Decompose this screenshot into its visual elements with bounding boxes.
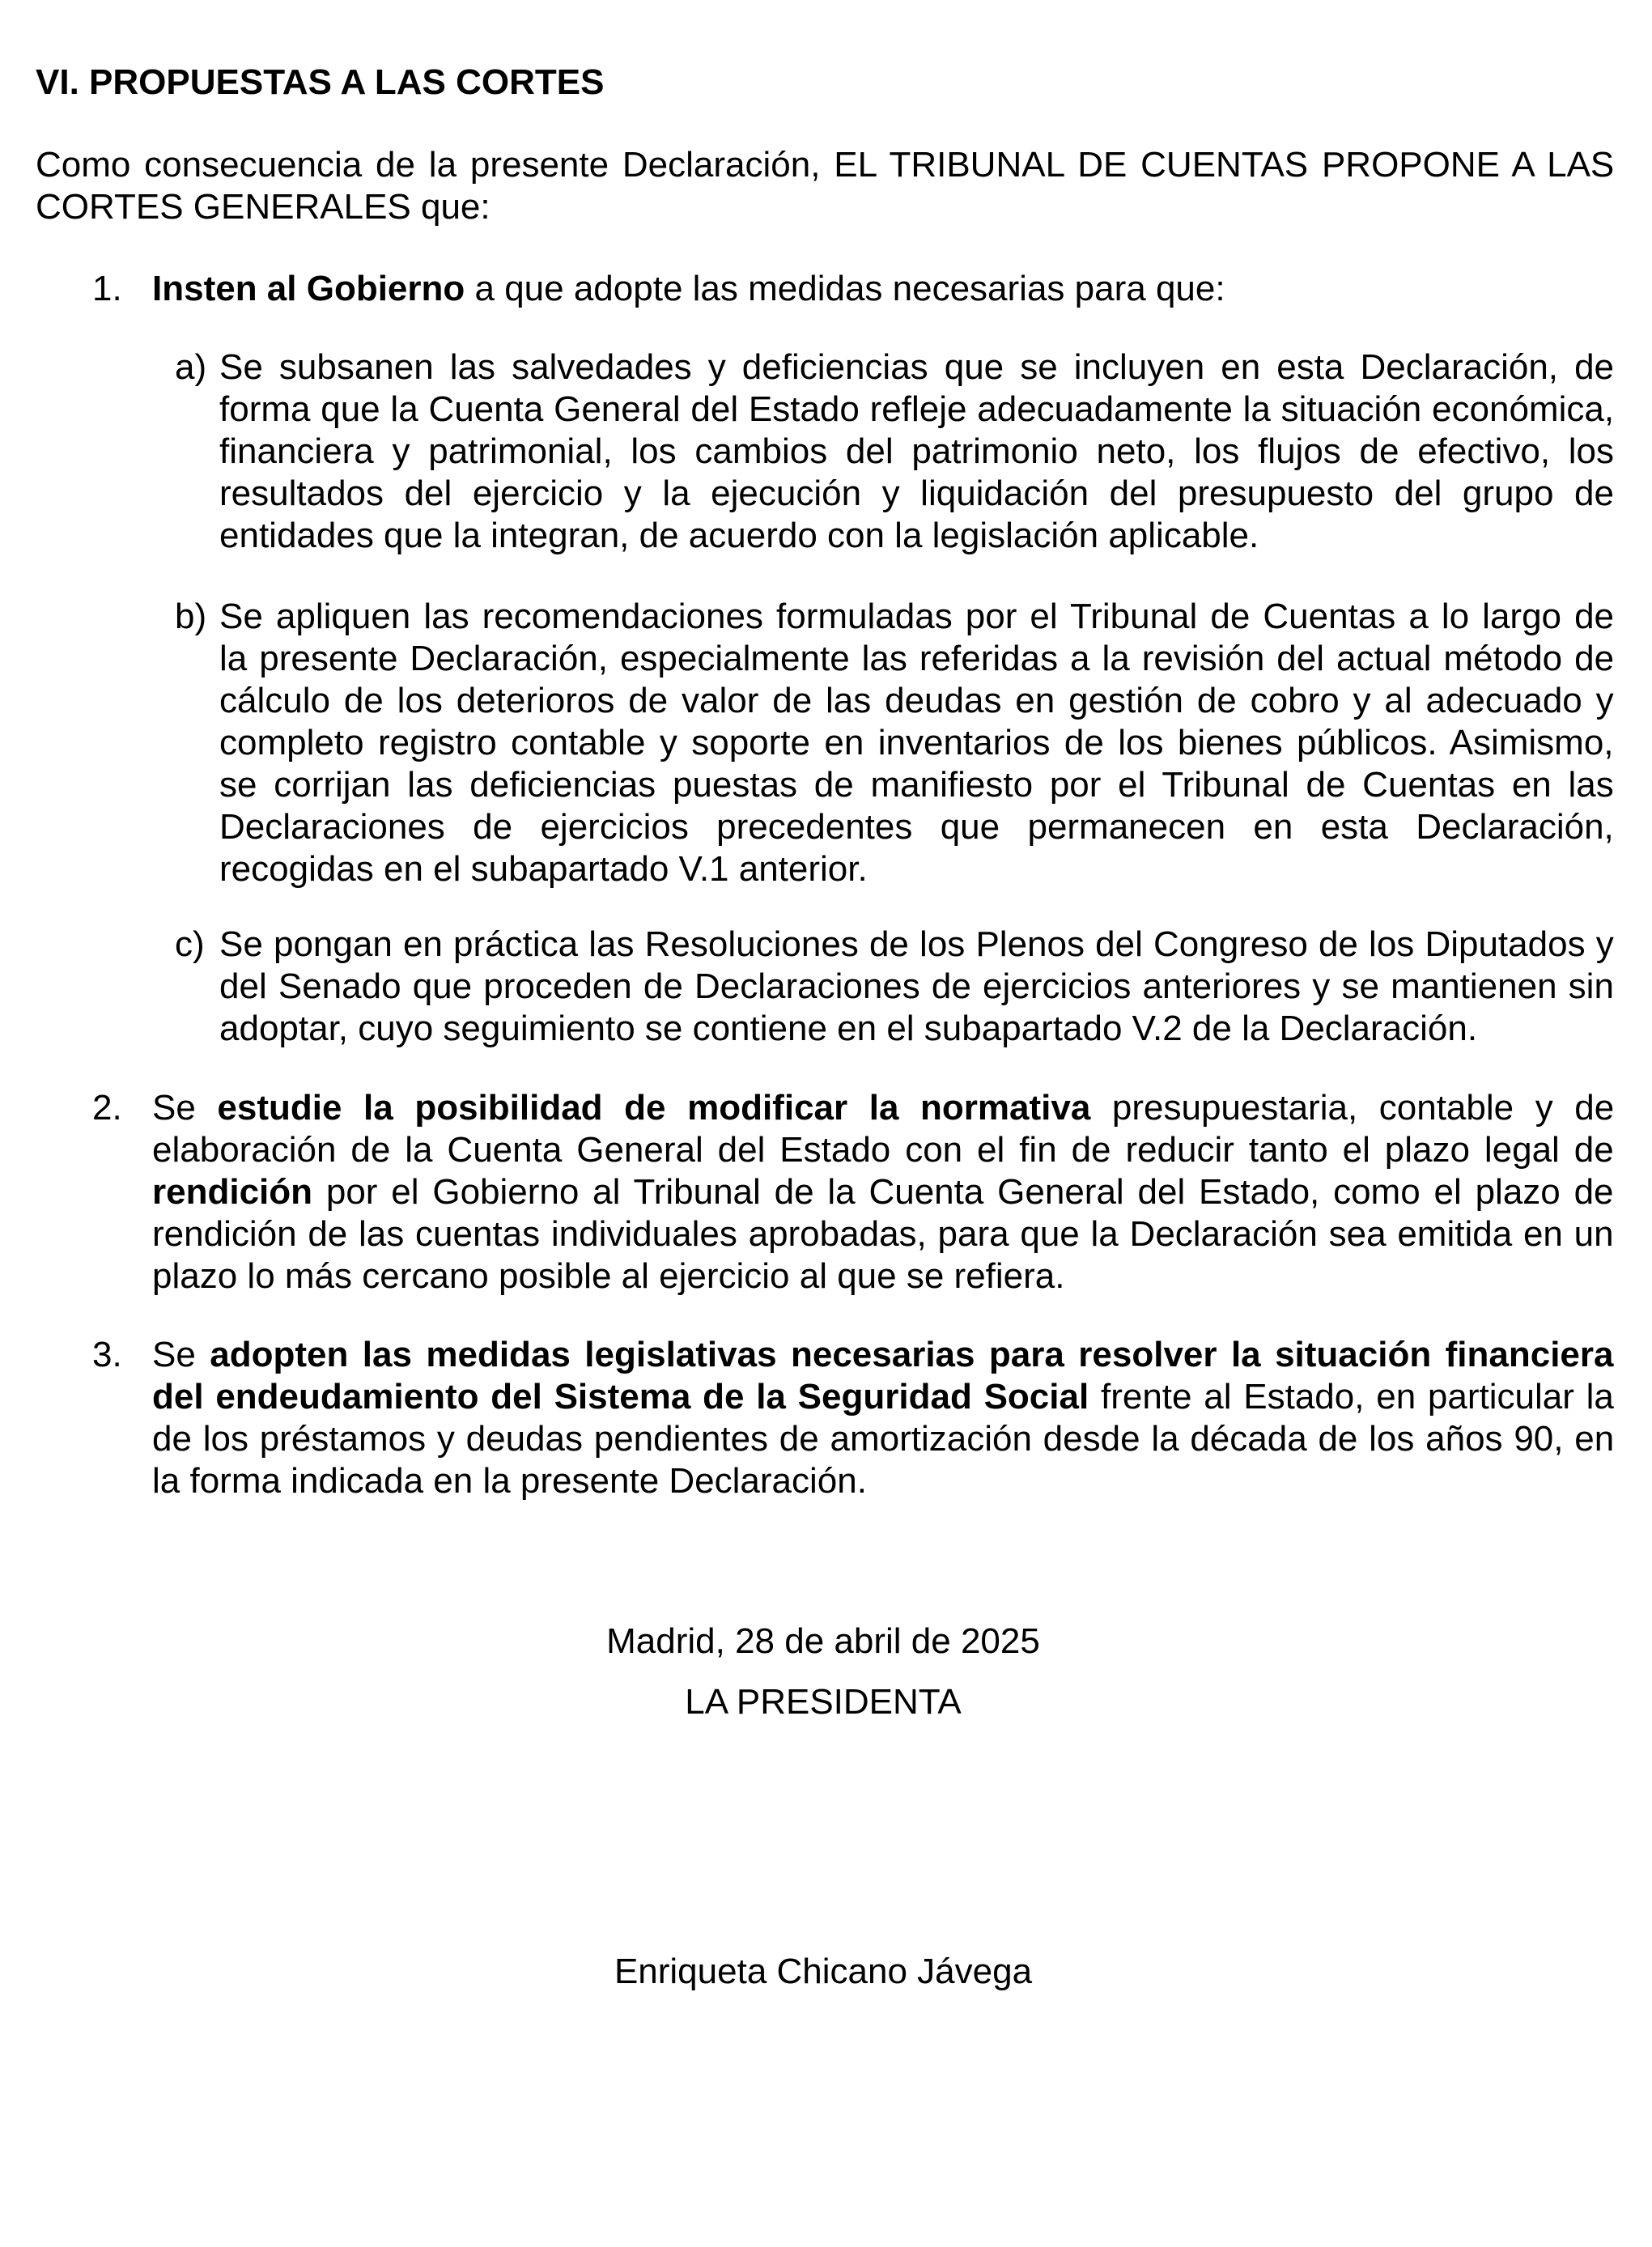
list-marker: 3. (92, 1335, 122, 1374)
text-segment: la forma indicada en la presente Declaración. (152, 1461, 867, 1501)
list-marker: 2. (92, 1088, 122, 1128)
text-segment: de los préstamos y deudas pendientes de amortización desde la década de los años 90, en (152, 1419, 1614, 1459)
text-segment: presupuestaria, contable y de (1090, 1088, 1614, 1128)
text-line (219, 1008, 1614, 1050)
text-line (219, 764, 1614, 806)
bold-text: adopten las medidas legislativas necesarias para resolver la situación financiera (210, 1335, 1614, 1374)
bold-text: estudie la posibilidad de modificar la normativa (217, 1088, 1091, 1128)
bold-text: rendición (152, 1172, 313, 1212)
text-line (152, 1255, 1614, 1298)
text-segment: financiera y patrimonial, los cambios del patrimonio neto, los flujos de efectivo, los (219, 431, 1614, 471)
text-segment: a que adopte las medidas necesarias para que: (465, 269, 1225, 308)
text-segment: Se pongan en práctica las Resoluciones de los Plenos del Congreso de los Diputados y (219, 924, 1614, 964)
text-segment: entidades que la integran, de acuerdo con la legislación aplicable. (219, 516, 1259, 555)
text-segment: CORTES GENERALES que: (36, 187, 491, 227)
text-segment: Se apliquen las recomendaciones formuladas por el Tribunal de Cuentas a lo largo de (219, 597, 1614, 636)
text-line (219, 924, 1614, 966)
text-segment: recogidas en el subapartado V.1 anterior. (219, 849, 868, 889)
text-line (152, 1129, 1614, 1171)
list-marker: 1. (92, 269, 122, 308)
text-line (36, 186, 1614, 228)
text-segment: Como consecuencia de la presente Declaración, EL TRIBUNAL DE CUENTAS PROPONE A LAS (36, 145, 1614, 185)
text-segment: Se (152, 1335, 210, 1374)
text-line (219, 680, 1614, 722)
text-segment: plazo lo más cercano posible al ejercicio al que se refiera. (152, 1256, 1065, 1296)
text-segment: forma que la Cuenta General del Estado refleje adecuadamente la situación económica, (219, 389, 1614, 429)
text-line (219, 346, 1614, 389)
text-line (219, 515, 1614, 557)
text-segment: se corrijan las deficiencias puestas de manifiesto por el Tribunal de Cuentas en las (219, 765, 1614, 805)
text-segment: cálculo de los deterioros de valor de las deudas en gestión de cobro y al adecuado y (219, 681, 1614, 720)
text-line (219, 848, 1614, 890)
text-line (152, 1171, 1614, 1213)
text-line (152, 268, 1614, 310)
text-segment: Declaraciones de ejercicios precedentes que permanecen en esta Declaración, (219, 807, 1614, 847)
text-line (152, 1213, 1614, 1255)
signature-name: Enriqueta Chicano Jávega (614, 1952, 1033, 1991)
text-segment: por el Gobierno al Tribunal de la Cuenta General del Estado, como el plazo de (312, 1172, 1614, 1212)
text-segment: la presente Declaración, especialmente las referidas a la revisión del actual método de (219, 639, 1614, 678)
text-line (219, 596, 1614, 638)
text-line (219, 431, 1614, 473)
text-segment: adoptar, cuyo seguimiento se contiene en el subapartado V.2 de la Declaración. (219, 1009, 1478, 1048)
signature-title: LA PRESIDENTA (685, 1682, 962, 1722)
text-line (219, 966, 1614, 1008)
text-segment: resultados del ejercicio y la ejecución y liquidación del presupuesto del grupo de (219, 474, 1614, 513)
text-line (219, 806, 1614, 848)
text-line (152, 1460, 1614, 1502)
list-marker: c) (175, 924, 205, 964)
text-line (219, 389, 1614, 431)
text-line (36, 62, 1614, 104)
text-segment: Se (152, 1088, 218, 1128)
bold-text: VI. PROPUESTAS A LAS CORTES (36, 62, 605, 102)
text-line (152, 1087, 1614, 1129)
text-line (152, 1418, 1614, 1460)
text-line (152, 1376, 1614, 1418)
text-line (219, 473, 1614, 515)
text-line (152, 1334, 1614, 1376)
text-segment: frente al Estado, en particular la (1089, 1377, 1614, 1417)
text-segment: rendición de las cuentas individuales aprobadas, para que la Declaración sea emitida en un (152, 1214, 1614, 1254)
signature-date: Madrid, 28 de abril de 2025 (606, 1621, 1040, 1661)
text-segment: del Senado que proceden de Declaraciones de ejercicios anteriores y se mantienen sin (219, 966, 1614, 1006)
list-marker: a) (175, 347, 207, 387)
list-marker: b) (175, 597, 207, 636)
bold-text: Insten al Gobierno (152, 269, 465, 308)
text-line (36, 144, 1614, 186)
bold-text: del endeudamiento del Sistema de la Seguridad Social (152, 1377, 1089, 1417)
text-line (219, 638, 1614, 680)
text-segment: Se subsanen las salvedades y deficiencias que se incluyen en esta Declaración, de (219, 347, 1614, 387)
text-line (219, 722, 1614, 764)
text-segment: completo registro contable y soporte en inventarios de los bienes públicos. Asimismo, (219, 723, 1614, 762)
text-segment: elaboración de la Cuenta General del Estado con el fin de reducir tanto el plazo legal de (152, 1130, 1614, 1170)
